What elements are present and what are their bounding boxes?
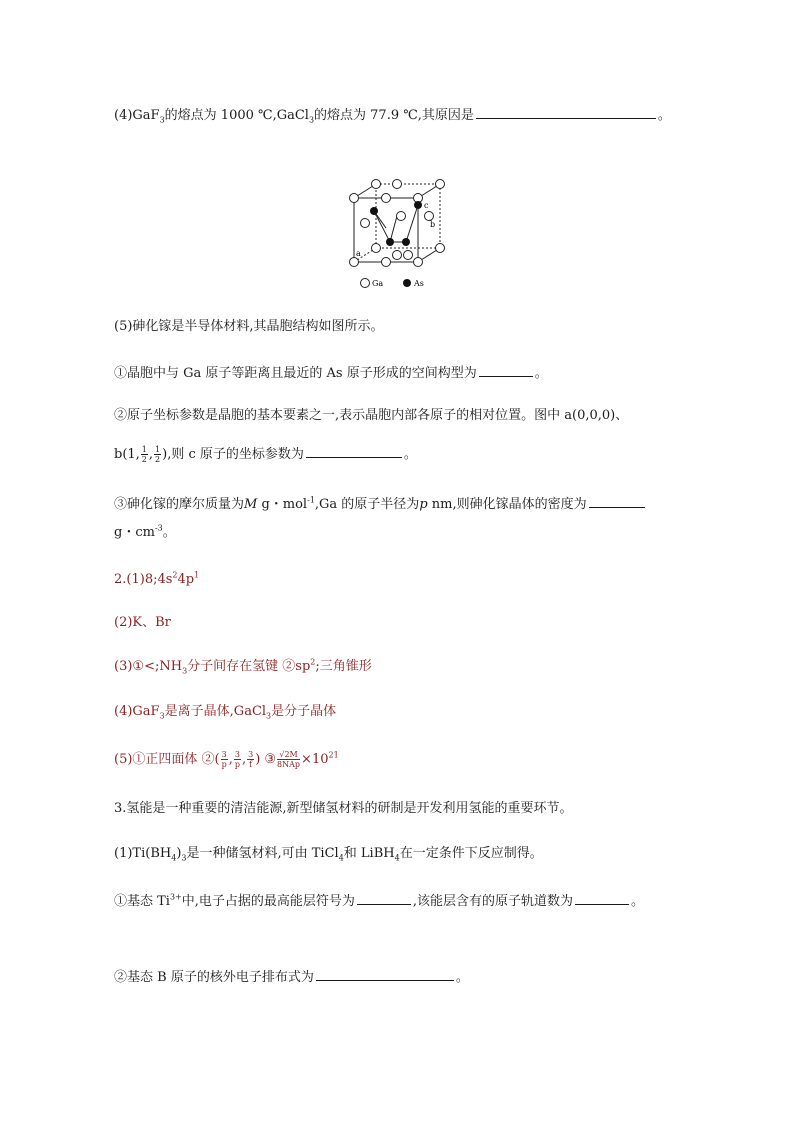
question-5-part-3-line-2: g・$cm^{-3}$。 <box>114 523 176 540</box>
crystal-structure-figure <box>344 176 448 296</box>
fraction: $\frac{3}{f}$ <box>248 750 254 769</box>
legend-as-label: As <box>414 279 424 288</box>
question-5-part-2-line-1: ②原子坐标参数是晶胞的基本要素之一,表示晶胞内部各原子的相对位置。图中 a(0,0,0)、 <box>114 408 629 423</box>
fraction: $\frac{3}{p}$ <box>234 750 240 769</box>
fraction: $\frac{1}{2}$ <box>155 445 161 464</box>
answer-2-1: $2.(1)8;4s^24p^1$ <box>114 570 200 587</box>
atom-label-c: c <box>424 201 429 210</box>
fraction: $\frac{1}{2}$ <box>141 445 147 464</box>
answer-blank <box>575 890 629 905</box>
answer-blank <box>476 104 656 119</box>
answer-blank <box>316 966 454 981</box>
density-fraction: $\frac{√2M}{\text{8NAp}}$ <box>277 750 301 769</box>
answer-2-2: (2)K、Br <box>114 615 171 630</box>
question-5-part-1: ①晶胞中与 Ga 原子等距离且最近的 As 原子形成的空间构型为 。 <box>114 362 548 383</box>
question-5-part-2-line-2: b(1, $\frac{1}{2}$ , $\frac{1}{2}$ ),则 c 原子的坐标参数为 。 <box>114 445 417 464</box>
legend-as-symbol <box>403 279 411 287</box>
question-4: (4)GaF$_3$的熔点为 1000 ℃,GaCl$_3$的熔点为 77.9 ℃,其原因是 。 <box>114 104 671 125</box>
answer-2-3: $(3)①<;NH_3$分子间存在氢键 $②sp^2$;三角锥形 <box>114 657 372 676</box>
question-3-intro: 3.氢能是一种重要的清洁能源,新型储氢材料的研制是开发利用氢能的重要环节。 <box>114 801 573 816</box>
gaas-unit-cell-diagram <box>344 176 448 296</box>
answer-2-4: (4)GaF$_3$是离子晶体,GaCl$_3$是分子晶体 <box>114 704 337 721</box>
fraction: $\frac{3}{p}$ <box>221 750 227 769</box>
question-3-subpart-1: ①基态 $Ti^{3+}$中,电子占据的最高能层符号为 ,该能层含有的原子轨道数为 。 <box>114 890 644 911</box>
answer-blank <box>589 493 645 508</box>
atom-label-b: b <box>430 220 436 229</box>
question-5-part-3-line-1: ③砷化镓的摩尔质量为M g・mol$^{-1}$,Ga 的原子半径为p nm,则砷化镓晶体的密度为 <box>114 493 647 514</box>
answer-blank <box>357 890 411 905</box>
answer-blank <box>306 443 402 458</box>
atom-label-a: a <box>356 249 361 258</box>
question-5-intro: (5)砷化镓是半导体材料,其晶胞结构如图所示。 <box>114 319 384 334</box>
question-3-subpart-2: ②基态 B 原子的核外电子排布式为 。 <box>114 966 469 987</box>
answer-blank <box>479 362 533 377</box>
legend-ga-label: Ga <box>372 279 384 288</box>
question-3-part-1: $(1)Ti(BH_4)_3$是一种储氢材料,可由 TiCl$_4$和 LiBH$_4$在一定条件下反应制得。 <box>114 846 543 863</box>
legend-ga-symbol <box>361 279 370 288</box>
answer-2-5: (5)①正四面体 ②( $\frac{3}{p}$ , $\frac{3}{p}$ , $\frac{3}{f}$ ) ③ $\frac{√2M}{\text{8NAp}}$ $\times 10^{21}$ <box>114 750 339 769</box>
